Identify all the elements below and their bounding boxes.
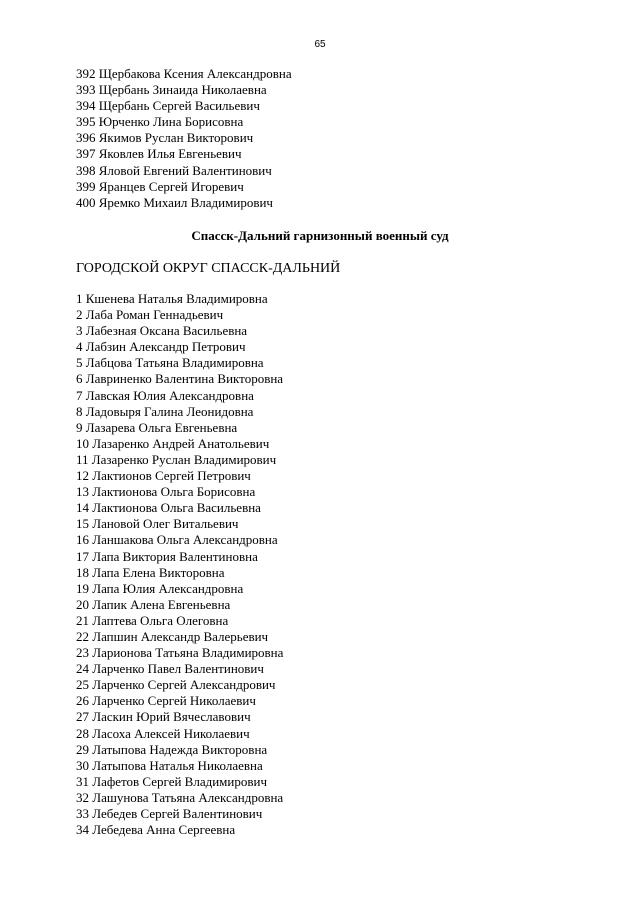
list-item: 15 Лановой Олег Витальевич bbox=[76, 516, 239, 532]
list-item: 10 Лазаренко Андрей Анатольевич bbox=[76, 435, 270, 451]
list-item: 399 Яранцев Сергей Игоревич bbox=[76, 178, 244, 194]
list-item: 5 Лабцова Татьяна Владимировна bbox=[76, 355, 264, 371]
list-item: 17 Лапа Виктория Валентиновна bbox=[76, 548, 258, 564]
list-item: 396 Якимов Руслан Викторович bbox=[76, 130, 254, 146]
list-item: 11 Лазаренко Руслан Владимирович bbox=[76, 451, 277, 467]
list-item: 24 Ларченко Павел Валентинович bbox=[76, 661, 264, 677]
list-item: 400 Яремко Михаил Владимирович bbox=[76, 194, 273, 210]
list-item: 4 Лабзин Александр Петрович bbox=[76, 339, 246, 355]
list-item: 23 Ларионова Татьяна Владимировна bbox=[76, 645, 284, 661]
list-item: 8 Ладовыря Галина Леонидовна bbox=[76, 403, 254, 419]
list-item: 28 Ласоха Алексей Николаевич bbox=[76, 725, 250, 741]
list-item: 34 Лебедева Анна Сергеевна bbox=[76, 822, 236, 838]
list-item: 398 Яловой Евгений Валентинович bbox=[76, 162, 272, 178]
list-item: 21 Лаптева Ольга Олеговна bbox=[76, 612, 229, 628]
list-item: 6 Лавриненко Валентина Викторовна bbox=[76, 371, 284, 387]
list-item: 20 Лапик Алена Евгеньевна bbox=[76, 596, 231, 612]
list-item: 30 Латыпова Наталья Николаевна bbox=[76, 757, 263, 773]
top-entries-list bbox=[76, 66, 292, 211]
list-item: 31 Лафетов Сергей Владимирович bbox=[76, 773, 267, 789]
list-item: 12 Лактионов Сергей Петрович bbox=[76, 468, 251, 484]
list-item: 26 Ларченко Сергей Николаевич bbox=[76, 693, 256, 709]
list-item: 29 Латыпова Надежда Викторовна bbox=[76, 741, 268, 757]
list-item: 397 Яковлев Илья Евгеньевич bbox=[76, 146, 242, 162]
list-item: 33 Лебедев Сергей Валентинович bbox=[76, 806, 263, 821]
list-item: 18 Лапа Елена Викторовна bbox=[76, 564, 225, 580]
entries-list bbox=[76, 291, 283, 838]
list-item: 19 Лапа Юлия Александровна bbox=[76, 580, 244, 596]
list-item: 7 Лавская Юлия Александровна bbox=[76, 387, 254, 403]
list-item: 14 Лактионова Ольга Васильевна bbox=[76, 500, 261, 516]
list-item: 32 Лашунова Татьяна Александровна bbox=[76, 789, 284, 805]
list-item: 392 Щербакова Ксения Александровна bbox=[76, 66, 292, 81]
list-item: 13 Лактионова Ольга Борисовна bbox=[76, 484, 256, 500]
list-item: 25 Ларченко Сергей Александрович bbox=[76, 677, 276, 693]
list-item: 27 Ласкин Юрий Вячеславович bbox=[76, 709, 251, 725]
list-item: 2 Лаба Роман Геннадьевич bbox=[76, 307, 224, 323]
list-item: 16 Ланшакова Ольга Александровна bbox=[76, 532, 278, 548]
district-heading: ГОРОДСКОЙ ОКРУГ СПАССК-ДАЛЬНИЙ bbox=[76, 261, 341, 276]
list-item: 9 Лазарева Ольга Евгеньевна bbox=[76, 419, 238, 435]
list-item: 393 Щербань Зинаида Николаевна bbox=[76, 82, 267, 98]
court-heading: Спасск-Дальний гарнизонный военный суд bbox=[191, 228, 449, 243]
list-item: 395 Юрченко Лина Борисовна bbox=[76, 114, 244, 130]
list-item: 394 Щербань Сергей Васильевич bbox=[76, 98, 260, 114]
list-item: 1 Кшенева Наталья Владимировна bbox=[76, 291, 268, 306]
page-number: 65 bbox=[314, 39, 326, 50]
list-item: 22 Лапшин Александр Валерьевич bbox=[76, 628, 269, 644]
list-item: 3 Лабезная Оксана Васильевна bbox=[76, 323, 248, 339]
